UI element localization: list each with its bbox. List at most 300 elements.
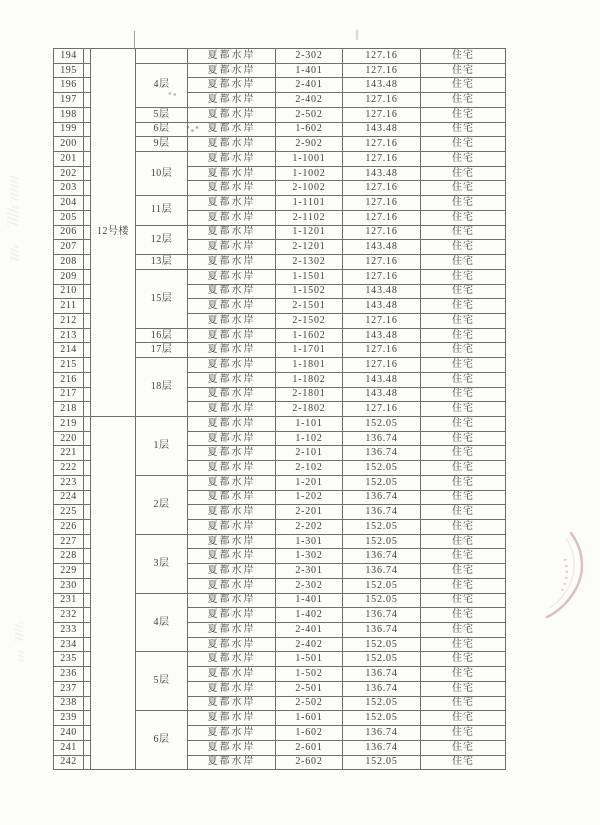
area-cell: 152.05 [343, 475, 421, 490]
area-cell: 143.48 [343, 240, 421, 255]
row-number-cell: 242 [54, 755, 84, 770]
row-number-cell: 226 [54, 520, 84, 535]
row-number-cell: 213 [54, 328, 84, 343]
row-number-cell: 205 [54, 210, 84, 225]
type-cell: 住宅 [421, 475, 506, 490]
area-cell: 152.05 [343, 534, 421, 549]
column-gap [84, 402, 91, 417]
unit-cell: 2-1302 [276, 255, 343, 270]
row-number-cell: 230 [54, 578, 84, 593]
unit-cell: 1-602 [276, 726, 343, 741]
row-number-cell: 237 [54, 681, 84, 696]
floor-cell: 12层 [136, 225, 188, 254]
column-gap [84, 49, 91, 64]
row-number-cell: 222 [54, 461, 84, 476]
type-cell: 住宅 [421, 240, 506, 255]
area-cell: 152.05 [343, 637, 421, 652]
area-cell: 136.74 [343, 726, 421, 741]
unit-cell: 2-502 [276, 696, 343, 711]
building-cell: 12号楼 [91, 49, 136, 417]
floor-cell: 9层 [136, 137, 188, 152]
project-cell: 夏都水岸 [188, 534, 276, 549]
type-cell: 住宅 [421, 431, 506, 446]
unit-cell: 2-602 [276, 755, 343, 770]
row-number-cell: 197 [54, 93, 84, 108]
row-number-cell: 208 [54, 255, 84, 270]
column-gap [84, 225, 91, 240]
area-cell: 143.48 [343, 372, 421, 387]
project-cell: 夏都水岸 [188, 107, 276, 122]
unit-cell: 2-202 [276, 520, 343, 535]
floor-cell: 10层 [136, 152, 188, 196]
area-cell: 143.48 [343, 284, 421, 299]
area-cell: 143.48 [343, 78, 421, 93]
unit-cell: 2-402 [276, 637, 343, 652]
area-cell: 136.74 [343, 446, 421, 461]
area-cell: 127.16 [343, 269, 421, 284]
area-cell: 127.16 [343, 137, 421, 152]
project-cell: 夏都水岸 [188, 446, 276, 461]
type-cell: 住宅 [421, 711, 506, 726]
area-cell: 152.05 [343, 578, 421, 593]
column-gap [84, 461, 91, 476]
type-cell: 住宅 [421, 726, 506, 741]
row-number-cell: 235 [54, 652, 84, 667]
area-cell: 127.16 [343, 313, 421, 328]
row-number-cell: 233 [54, 623, 84, 638]
type-cell: 住宅 [421, 623, 506, 638]
type-cell: 住宅 [421, 696, 506, 711]
row-number-cell: 220 [54, 431, 84, 446]
unit-cell: 1-301 [276, 534, 343, 549]
row-number-cell: 236 [54, 667, 84, 682]
project-cell: 夏都水岸 [188, 299, 276, 314]
column-gap [84, 711, 91, 726]
project-cell: 夏都水岸 [188, 696, 276, 711]
row-number-cell: 232 [54, 608, 84, 623]
column-gap [84, 490, 91, 505]
floor-cell: 17层 [136, 343, 188, 358]
unit-cell: 1-201 [276, 475, 343, 490]
row-number-cell: 229 [54, 564, 84, 579]
column-gap [84, 726, 91, 741]
project-cell: 夏都水岸 [188, 387, 276, 402]
project-cell: 夏都水岸 [188, 402, 276, 417]
column-gap [84, 181, 91, 196]
type-cell: 住宅 [421, 578, 506, 593]
row-number-cell: 212 [54, 313, 84, 328]
row-number-cell: 206 [54, 225, 84, 240]
area-cell: 152.05 [343, 593, 421, 608]
unit-cell: 1-101 [276, 416, 343, 431]
type-cell: 住宅 [421, 63, 506, 78]
type-cell: 住宅 [421, 299, 506, 314]
area-cell: 127.16 [343, 181, 421, 196]
floor-cell: 5层 [136, 652, 188, 711]
unit-cell: 1-1701 [276, 343, 343, 358]
type-cell: 住宅 [421, 652, 506, 667]
area-cell: 152.05 [343, 696, 421, 711]
unit-cell: 2-1002 [276, 181, 343, 196]
project-cell: 夏都水岸 [188, 78, 276, 93]
floor-cell: 2层 [136, 475, 188, 534]
column-gap [84, 431, 91, 446]
row-number-cell: 203 [54, 181, 84, 196]
area-cell: 152.05 [343, 652, 421, 667]
unit-cell: 1-1201 [276, 225, 343, 240]
area-cell: 152.05 [343, 416, 421, 431]
margin-smudge [10, 246, 19, 262]
row-number-cell: 201 [54, 152, 84, 167]
column-gap [84, 299, 91, 314]
type-cell: 住宅 [421, 196, 506, 211]
row-number-cell: 219 [54, 416, 84, 431]
type-cell: 住宅 [421, 313, 506, 328]
type-cell: 住宅 [421, 681, 506, 696]
column-gap [84, 446, 91, 461]
margin-smudge [10, 176, 18, 202]
row-number-cell: 231 [54, 593, 84, 608]
project-cell: 夏都水岸 [188, 196, 276, 211]
area-cell: 127.16 [343, 343, 421, 358]
project-cell: 夏都水岸 [188, 372, 276, 387]
project-cell: 夏都水岸 [188, 652, 276, 667]
area-cell: 127.16 [343, 49, 421, 64]
column-gap [84, 210, 91, 225]
area-cell: 127.16 [343, 402, 421, 417]
column-gap [84, 755, 91, 770]
column-gap [84, 137, 91, 152]
row-number-cell: 216 [54, 372, 84, 387]
row-number-cell: 210 [54, 284, 84, 299]
row-number-cell: 200 [54, 137, 84, 152]
unit-cell: 2-1502 [276, 313, 343, 328]
type-cell: 住宅 [421, 549, 506, 564]
type-cell: 住宅 [421, 387, 506, 402]
column-gap [84, 372, 91, 387]
unit-cell: 1-1101 [276, 196, 343, 211]
floor-cell: 6层 [136, 122, 188, 137]
type-cell: 住宅 [421, 225, 506, 240]
floor-cell: 4层 [136, 593, 188, 652]
type-cell: 住宅 [421, 152, 506, 167]
row-number-cell: 211 [54, 299, 84, 314]
project-cell: 夏都水岸 [188, 755, 276, 770]
unit-cell: 1-402 [276, 608, 343, 623]
project-cell: 夏都水岸 [188, 343, 276, 358]
type-cell: 住宅 [421, 534, 506, 549]
row-number-cell: 225 [54, 505, 84, 520]
column-gap [84, 416, 91, 431]
unit-cell: 2-501 [276, 681, 343, 696]
floor-cell: 3层 [136, 534, 188, 593]
row-number-cell: 194 [54, 49, 84, 64]
unit-cell: 1-501 [276, 652, 343, 667]
area-cell: 143.48 [343, 328, 421, 343]
project-cell: 夏都水岸 [188, 711, 276, 726]
unit-cell: 1-1002 [276, 166, 343, 181]
project-cell: 夏都水岸 [188, 122, 276, 137]
column-gap [84, 637, 91, 652]
column-gap [84, 387, 91, 402]
type-cell: 住宅 [421, 608, 506, 623]
floor-cell: 5层 [136, 107, 188, 122]
unit-cell: 2-401 [276, 623, 343, 638]
unit-cell: 1-302 [276, 549, 343, 564]
area-cell: 143.48 [343, 387, 421, 402]
type-cell: 住宅 [421, 755, 506, 770]
row-number-cell: 241 [54, 740, 84, 755]
area-cell: 152.05 [343, 711, 421, 726]
table-cut-line-artifact [134, 31, 135, 48]
type-cell: 住宅 [421, 166, 506, 181]
column-gap [84, 63, 91, 78]
row-number-cell: 215 [54, 358, 84, 373]
project-cell: 夏都水岸 [188, 210, 276, 225]
unit-cell: 2-201 [276, 505, 343, 520]
area-cell: 152.05 [343, 520, 421, 535]
column-gap [84, 93, 91, 108]
unit-cell: 2-502 [276, 107, 343, 122]
column-gap [84, 681, 91, 696]
column-gap [84, 520, 91, 535]
column-gap [84, 284, 91, 299]
row-number-cell: 238 [54, 696, 84, 711]
column-gap [84, 313, 91, 328]
type-cell: 住宅 [421, 667, 506, 682]
margin-smudge [15, 622, 23, 642]
column-gap [84, 505, 91, 520]
unit-cell: 1-202 [276, 490, 343, 505]
project-cell: 夏都水岸 [188, 166, 276, 181]
area-cell: 136.74 [343, 490, 421, 505]
column-gap [84, 740, 91, 755]
row-number-cell: 217 [54, 387, 84, 402]
project-cell: 夏都水岸 [188, 240, 276, 255]
units-table [53, 48, 506, 770]
row-number-cell: 195 [54, 63, 84, 78]
project-cell: 夏都水岸 [188, 152, 276, 167]
row-number-cell: 228 [54, 549, 84, 564]
unit-cell: 1-502 [276, 667, 343, 682]
project-cell: 夏都水岸 [188, 431, 276, 446]
unit-cell: 1-1801 [276, 358, 343, 373]
project-cell: 夏都水岸 [188, 137, 276, 152]
area-cell: 143.48 [343, 166, 421, 181]
unit-cell: 2-302 [276, 49, 343, 64]
row-number-cell: 202 [54, 166, 84, 181]
area-cell: 127.16 [343, 255, 421, 270]
project-cell: 夏都水岸 [188, 490, 276, 505]
row-number-cell: 240 [54, 726, 84, 741]
project-cell: 夏都水岸 [188, 505, 276, 520]
floor-cell: 15层 [136, 269, 188, 328]
unit-cell: 2-1802 [276, 402, 343, 417]
project-cell: 夏都水岸 [188, 608, 276, 623]
type-cell: 住宅 [421, 284, 506, 299]
type-cell: 住宅 [421, 107, 506, 122]
project-cell: 夏都水岸 [188, 726, 276, 741]
column-gap [84, 534, 91, 549]
column-gap [84, 240, 91, 255]
column-gap [84, 623, 91, 638]
area-cell: 127.16 [343, 107, 421, 122]
area-cell: 143.48 [343, 299, 421, 314]
column-gap [84, 652, 91, 667]
scan-smudge [356, 30, 358, 40]
project-cell: 夏都水岸 [188, 623, 276, 638]
column-gap [84, 78, 91, 93]
project-cell: 夏都水岸 [188, 667, 276, 682]
column-gap [84, 107, 91, 122]
floor-cell: 11层 [136, 196, 188, 225]
column-gap [84, 475, 91, 490]
project-cell: 夏都水岸 [188, 475, 276, 490]
area-cell: 152.05 [343, 755, 421, 770]
column-gap [84, 608, 91, 623]
red-seal-stamp [543, 529, 591, 623]
column-gap [84, 549, 91, 564]
area-cell: 127.16 [343, 196, 421, 211]
column-gap [84, 593, 91, 608]
unit-cell: 1-1001 [276, 152, 343, 167]
type-cell: 住宅 [421, 358, 506, 373]
project-cell: 夏都水岸 [188, 681, 276, 696]
type-cell: 住宅 [421, 181, 506, 196]
row-number-cell: 218 [54, 402, 84, 417]
column-gap [84, 564, 91, 579]
type-cell: 住宅 [421, 122, 506, 137]
area-cell: 136.74 [343, 549, 421, 564]
unit-cell: 2-1501 [276, 299, 343, 314]
column-gap [84, 578, 91, 593]
project-cell: 夏都水岸 [188, 284, 276, 299]
project-cell: 夏都水岸 [188, 63, 276, 78]
type-cell: 住宅 [421, 416, 506, 431]
units-table-body [54, 49, 506, 770]
column-gap [84, 255, 91, 270]
area-cell: 127.16 [343, 210, 421, 225]
table-row [54, 416, 506, 431]
project-cell: 夏都水岸 [188, 564, 276, 579]
unit-cell: 2-102 [276, 461, 343, 476]
unit-cell: 1-1602 [276, 328, 343, 343]
row-number-cell: 204 [54, 196, 84, 211]
unit-cell: 1-1802 [276, 372, 343, 387]
row-number-cell: 207 [54, 240, 84, 255]
project-cell: 夏都水岸 [188, 328, 276, 343]
type-cell: 住宅 [421, 637, 506, 652]
type-cell: 住宅 [421, 210, 506, 225]
area-cell: 127.16 [343, 225, 421, 240]
unit-cell: 1-1502 [276, 284, 343, 299]
area-cell: 127.16 [343, 358, 421, 373]
type-cell: 住宅 [421, 372, 506, 387]
building-cell [91, 416, 136, 769]
project-cell: 夏都水岸 [188, 578, 276, 593]
area-cell: 136.74 [343, 505, 421, 520]
unit-cell: 2-902 [276, 137, 343, 152]
project-cell: 夏都水岸 [188, 181, 276, 196]
row-number-cell: 196 [54, 78, 84, 93]
type-cell: 住宅 [421, 520, 506, 535]
project-cell: 夏都水岸 [188, 269, 276, 284]
row-number-cell: 239 [54, 711, 84, 726]
unit-cell: 1-102 [276, 431, 343, 446]
area-cell: 127.16 [343, 93, 421, 108]
area-cell: 127.16 [343, 63, 421, 78]
type-cell: 住宅 [421, 49, 506, 64]
column-gap [84, 667, 91, 682]
unit-cell: 2-601 [276, 740, 343, 755]
type-cell: 住宅 [421, 505, 506, 520]
project-cell: 夏都水岸 [188, 225, 276, 240]
row-number-cell: 227 [54, 534, 84, 549]
row-number-cell: 223 [54, 475, 84, 490]
type-cell: 住宅 [421, 740, 506, 755]
floor-cell [136, 49, 188, 64]
column-gap [84, 328, 91, 343]
project-cell: 夏都水岸 [188, 255, 276, 270]
column-gap [84, 358, 91, 373]
type-cell: 住宅 [421, 93, 506, 108]
column-gap [84, 269, 91, 284]
project-cell: 夏都水岸 [188, 93, 276, 108]
unit-cell: 2-1102 [276, 210, 343, 225]
project-cell: 夏都水岸 [188, 358, 276, 373]
unit-cell: 2-401 [276, 78, 343, 93]
project-cell: 夏都水岸 [188, 740, 276, 755]
column-gap [84, 196, 91, 211]
project-cell: 夏都水岸 [188, 461, 276, 476]
row-number-cell: 199 [54, 122, 84, 137]
unit-cell: 1-1501 [276, 269, 343, 284]
unit-cell: 2-1801 [276, 387, 343, 402]
margin-smudge [18, 650, 24, 664]
column-gap [84, 343, 91, 358]
type-cell: 住宅 [421, 402, 506, 417]
type-cell: 住宅 [421, 490, 506, 505]
type-cell: 住宅 [421, 269, 506, 284]
unit-cell: 1-602 [276, 122, 343, 137]
project-cell: 夏都水岸 [188, 520, 276, 535]
unit-cell: 1-401 [276, 593, 343, 608]
project-cell: 夏都水岸 [188, 49, 276, 64]
floor-cell: 18层 [136, 358, 188, 417]
project-cell: 夏都水岸 [188, 637, 276, 652]
project-cell: 夏都水岸 [188, 593, 276, 608]
column-gap [84, 122, 91, 137]
area-cell: 143.48 [343, 122, 421, 137]
unit-cell: 2-101 [276, 446, 343, 461]
row-number-cell: 209 [54, 269, 84, 284]
row-number-cell: 221 [54, 446, 84, 461]
row-number-cell: 224 [54, 490, 84, 505]
area-cell: 152.05 [343, 461, 421, 476]
floor-cell: 1层 [136, 416, 188, 475]
unit-cell: 1-401 [276, 63, 343, 78]
floor-cell: 6层 [136, 711, 188, 770]
type-cell: 住宅 [421, 255, 506, 270]
row-number-cell: 198 [54, 107, 84, 122]
type-cell: 住宅 [421, 343, 506, 358]
project-cell: 夏都水岸 [188, 313, 276, 328]
area-cell: 136.74 [343, 681, 421, 696]
column-gap [84, 152, 91, 167]
area-cell: 136.74 [343, 623, 421, 638]
project-cell: 夏都水岸 [188, 549, 276, 564]
unit-cell: 2-302 [276, 578, 343, 593]
